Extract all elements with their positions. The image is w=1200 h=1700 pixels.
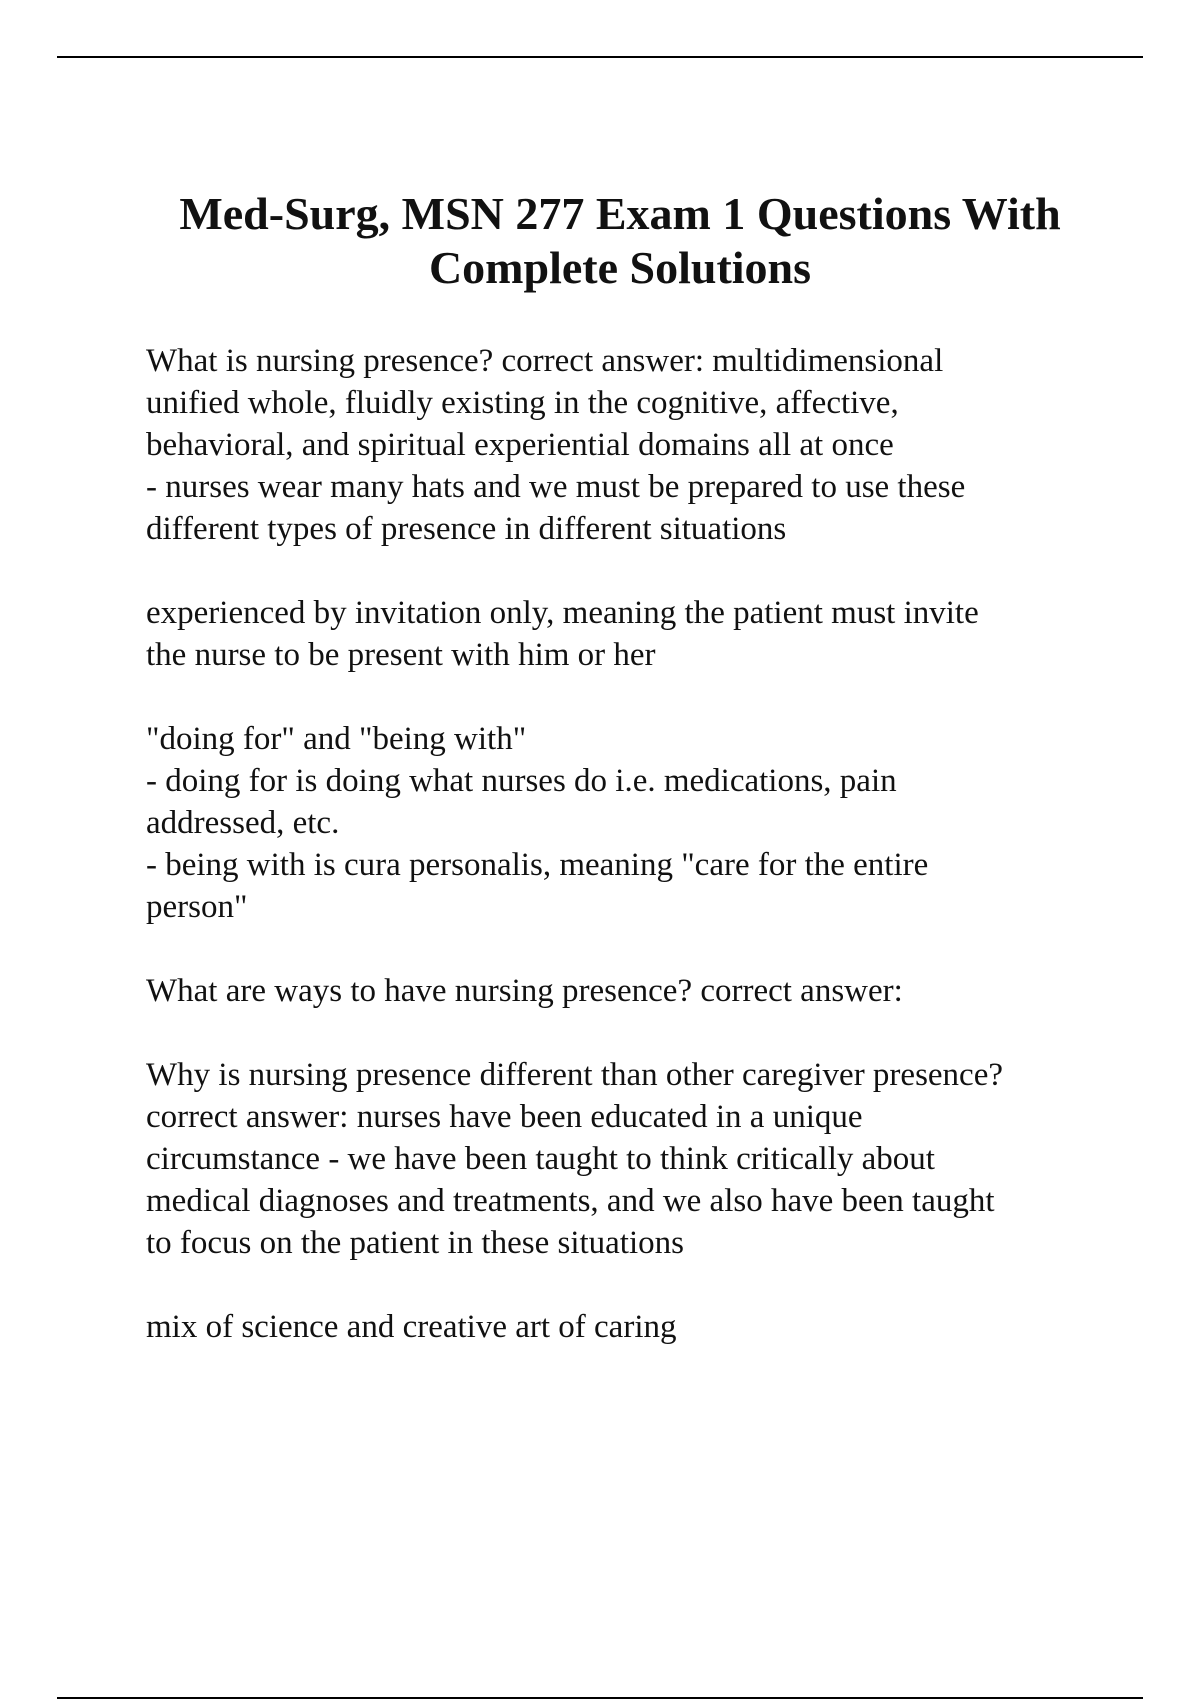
text-line: medical diagnoses and treatments, and we also have been taught (146, 1183, 995, 1219)
text-line: correct answer: nurses have been educated in a unique (146, 1099, 863, 1135)
text-line: What are ways to have nursing presence? correct answer: (146, 973, 903, 1009)
paragraph-invitation (146, 592, 1146, 676)
text-line: mix of science and creative art of caring (146, 1309, 677, 1345)
paragraph-ways-question (146, 970, 1146, 1012)
paragraph-doing-for-being-with (146, 718, 1146, 928)
title-line: Complete Solutions (428, 242, 812, 293)
text-line: different types of presence in different situations (146, 511, 787, 547)
document-title (100, 187, 1140, 295)
text-line: addressed, etc. (146, 805, 340, 841)
text-line: - nurses wear many hats and we must be prepared to use these (146, 469, 966, 505)
text-line: unified whole, fluidly existing in the cognitive, affective, (146, 385, 899, 421)
title-line: Med-Surg, MSN 277 Exam 1 Questions With (179, 188, 1061, 239)
text-line: What is nursing presence? correct answer: multidimensional (146, 343, 944, 379)
text-line: circumstance - we have been taught to think critically about (146, 1141, 935, 1177)
text-line: person" (146, 889, 248, 925)
text-line: to focus on the patient in these situations (146, 1225, 684, 1261)
text-line: - being with is cura personalis, meaning "care for the entire (146, 847, 929, 883)
document-body (146, 340, 1146, 1390)
text-line: the nurse to be present with him or her (146, 637, 656, 673)
bottom-rule (57, 1697, 1143, 1699)
text-line: "doing for" and "being with" (146, 721, 527, 757)
paragraph-science-art (146, 1306, 1146, 1348)
text-line: behavioral, and spiritual experiential domains all at once (146, 427, 894, 463)
text-line: Why is nursing presence different than other caregiver presence? (146, 1057, 1004, 1093)
paragraph-nursing-presence-definition (146, 340, 1146, 550)
text-line: experienced by invitation only, meaning the patient must invite (146, 595, 979, 631)
paragraph-why-different (146, 1054, 1146, 1264)
top-rule (57, 56, 1143, 58)
text-line: - doing for is doing what nurses do i.e. medications, pain (146, 763, 897, 799)
